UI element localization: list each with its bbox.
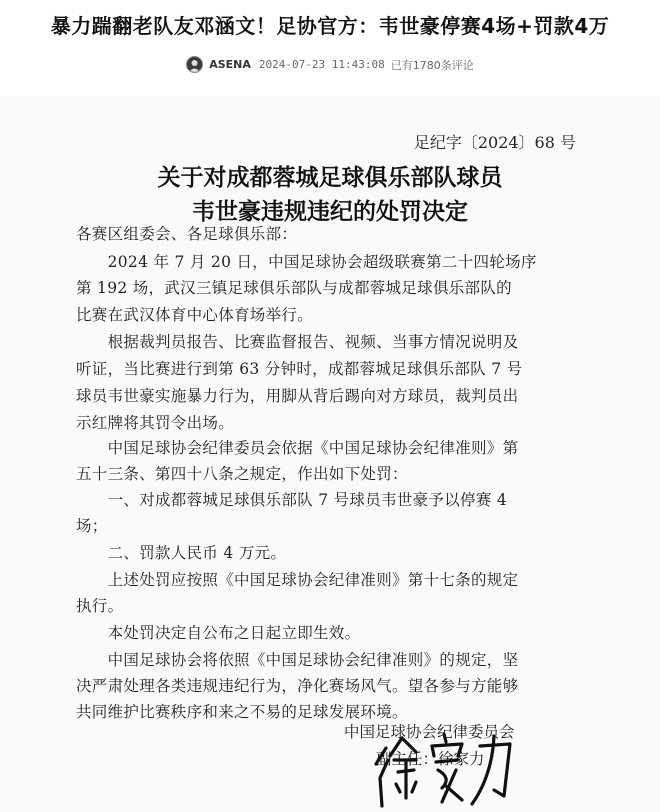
document-image — [0, 96, 660, 812]
document-body-line: 听证，当比赛进行到第 63 分钟时，成都蓉城足球俱乐部队 7 号 — [76, 360, 523, 378]
document-title-line-2: 韦世豪违规违纪的处罚决定 — [192, 198, 468, 225]
document-body-line: 中国足球协会将依照《中国足球协会纪律准则》的规定，坚 — [76, 651, 519, 669]
signatory: 副主任：徐家力 — [376, 750, 485, 768]
document-number: 足纪字〔2024〕68 号 — [413, 133, 576, 152]
document-body-line: 各赛区组委会、各足球俱乐部： — [76, 225, 298, 243]
author-name[interactable]: ASENA — [209, 58, 251, 71]
issuer: 中国足球协会纪律委员会 — [344, 723, 515, 741]
document-body-line: 球员韦世豪实施暴力行为，用脚从背后踢向对方球员，裁判员出 — [76, 387, 519, 405]
article-meta — [0, 56, 660, 73]
document-body-line: 上述处罚应按照《中国足球协会纪律准则》第十七条的规定 — [76, 571, 519, 589]
document-body-line: 二、罚款人民币 4 万元。 — [76, 544, 287, 562]
article-headline: 暴力踹翻老队友邓涵文！足协官方：韦世豪停赛4场+罚款4万 — [50, 14, 610, 38]
document-body-line: 2024 年 7 月 20 日，中国足球协会超级联赛第二十四轮场序 — [76, 253, 537, 271]
document-body-line: 一、对成都蓉城足球俱乐部队 7 号球员韦世豪予以停赛 4 — [76, 491, 508, 509]
document-body-line: 决严肃处理各类违规违纪行为，净化赛场风气。望各参与方能够 — [76, 677, 519, 695]
handwritten-signature — [372, 726, 522, 812]
comment-count[interactable]: 已有1780条评论 — [390, 58, 474, 72]
document-body-line: 比赛在武汉体育中心体育场举行。 — [76, 306, 314, 324]
document-title-line-1: 关于对成都蓉城足球俱乐部队球员 — [157, 164, 503, 191]
document-body-line: 根据裁判员报告、比赛监督报告、视频、当事方情况说明及 — [76, 333, 519, 351]
document-body-line: 场； — [76, 517, 108, 535]
document-body-line: 示红牌将其罚令出场。 — [76, 414, 235, 432]
document-body-line: 执行。 — [76, 597, 124, 615]
document-body-line: 第 192 场，武汉三镇足球俱乐部队与成都蓉城足球俱乐部队的 — [76, 279, 512, 297]
document-body-line: 中国足球协会纪律委员会依据《中国足球协会纪律准则》第 — [76, 439, 519, 457]
document-body-line: 本处罚决定自公布之日起立即生效。 — [76, 624, 361, 642]
document-body-line: 五十三条、第四十八条之规定，作出如下处罚： — [76, 465, 408, 483]
publish-time: 2024-07-23 11:43:08 — [258, 58, 385, 71]
author-avatar[interactable] — [186, 56, 203, 73]
document-body-line: 共同维护比赛秩序和来之不易的足球发展环境。 — [76, 703, 408, 721]
